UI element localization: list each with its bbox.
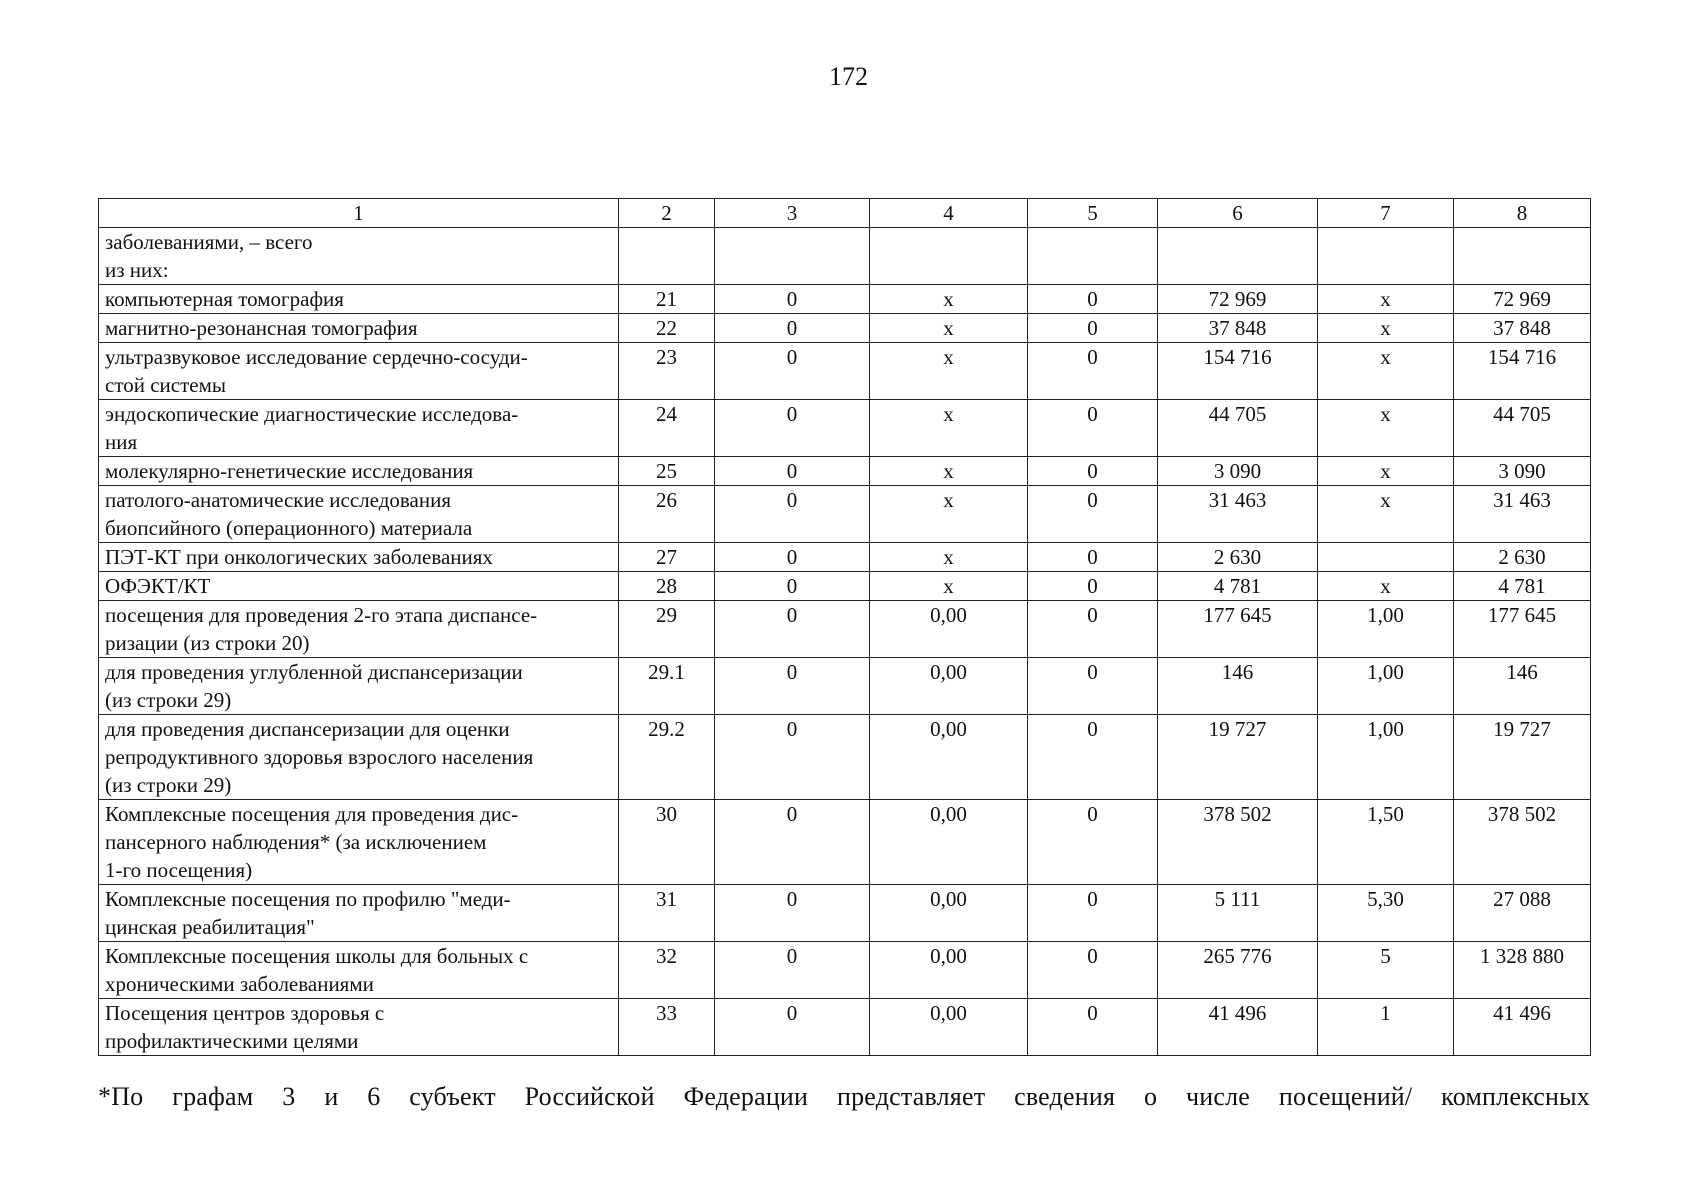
table-cell-col-5: 0 bbox=[1028, 999, 1158, 1056]
table-row bbox=[99, 228, 1591, 285]
data-table-container bbox=[98, 198, 1590, 1056]
table-cell-col-2 bbox=[619, 228, 715, 285]
table-row bbox=[99, 942, 1591, 999]
table-row bbox=[99, 800, 1591, 885]
table-row bbox=[99, 658, 1591, 715]
table-cell-col-4: х bbox=[870, 572, 1028, 601]
table-cell-col-4: х bbox=[870, 314, 1028, 343]
row-label: молекулярно-генетические исследования bbox=[99, 457, 619, 486]
table-row bbox=[99, 343, 1591, 400]
column-header-4: 4 bbox=[870, 199, 1028, 228]
table-cell-col-2: 27 bbox=[619, 543, 715, 572]
table-cell-col-3: 0 bbox=[715, 543, 870, 572]
row-label: патолого-анатомические исследования биопсийного (операционного) материала bbox=[99, 486, 619, 543]
table-cell-col-6: 177 645 bbox=[1158, 601, 1318, 658]
table-cell-col-6: 154 716 bbox=[1158, 343, 1318, 400]
table-row bbox=[99, 999, 1591, 1056]
table-cell-col-6: 5 111 bbox=[1158, 885, 1318, 942]
table-cell-col-8: 31 463 bbox=[1454, 486, 1591, 543]
table-cell-col-2: 33 bbox=[619, 999, 715, 1056]
table-cell-col-7: 1,00 bbox=[1318, 715, 1454, 800]
column-header-2: 2 bbox=[619, 199, 715, 228]
table-cell-col-2: 29 bbox=[619, 601, 715, 658]
table-cell-col-5: 0 bbox=[1028, 572, 1158, 601]
row-label: компьютерная томография bbox=[99, 285, 619, 314]
table-row bbox=[99, 314, 1591, 343]
column-header-1: 1 bbox=[99, 199, 619, 228]
row-label: для проведения углубленной диспансеризации (из строки 29) bbox=[99, 658, 619, 715]
table-cell-col-4: х bbox=[870, 400, 1028, 457]
table-cell-col-7: 5 bbox=[1318, 942, 1454, 999]
table-row bbox=[99, 457, 1591, 486]
table-cell-col-3: 0 bbox=[715, 715, 870, 800]
table-row bbox=[99, 543, 1591, 572]
row-label: для проведения диспансеризации для оценки репродуктивного здоровья взрослого населения (из строки 29) bbox=[99, 715, 619, 800]
table-cell-col-5: 0 bbox=[1028, 658, 1158, 715]
table-cell-col-5: 0 bbox=[1028, 457, 1158, 486]
table-cell-col-8: 146 bbox=[1454, 658, 1591, 715]
table-cell-col-6: 265 776 bbox=[1158, 942, 1318, 999]
table-cell-col-3: 0 bbox=[715, 601, 870, 658]
table-cell-col-6: 44 705 bbox=[1158, 400, 1318, 457]
table-cell-col-2: 21 bbox=[619, 285, 715, 314]
table-cell-col-2: 22 bbox=[619, 314, 715, 343]
table-cell-col-7: х bbox=[1318, 314, 1454, 343]
table-cell-col-7: 1,00 bbox=[1318, 658, 1454, 715]
table-cell-col-4: х bbox=[870, 343, 1028, 400]
row-label: ультразвуковое исследование сердечно-сосуди- стой системы bbox=[99, 343, 619, 400]
table-row bbox=[99, 400, 1591, 457]
table-row bbox=[99, 572, 1591, 601]
table-cell-col-8 bbox=[1454, 228, 1591, 285]
table-cell-col-7: х bbox=[1318, 457, 1454, 486]
table-cell-col-5: 0 bbox=[1028, 285, 1158, 314]
table-row bbox=[99, 715, 1591, 800]
table-cell-col-7: 1 bbox=[1318, 999, 1454, 1056]
table-cell-col-8: 44 705 bbox=[1454, 400, 1591, 457]
table-cell-col-4: 0,00 bbox=[870, 658, 1028, 715]
row-label: Комплексные посещения по профилю "меди- цинская реабилитация" bbox=[99, 885, 619, 942]
table-cell-col-3: 0 bbox=[715, 572, 870, 601]
table-cell-col-2: 26 bbox=[619, 486, 715, 543]
table-cell-col-8: 41 496 bbox=[1454, 999, 1591, 1056]
table-cell-col-8: 72 969 bbox=[1454, 285, 1591, 314]
table-cell-col-5: 0 bbox=[1028, 314, 1158, 343]
table-cell-col-4: 0,00 bbox=[870, 999, 1028, 1056]
column-header-5: 5 bbox=[1028, 199, 1158, 228]
page-number: 172 bbox=[829, 62, 868, 91]
table-cell-col-6: 378 502 bbox=[1158, 800, 1318, 885]
table-cell-col-7: 1,50 bbox=[1318, 800, 1454, 885]
table-cell-col-4: 0,00 bbox=[870, 942, 1028, 999]
table-cell-col-8: 2 630 bbox=[1454, 543, 1591, 572]
table-cell-col-8: 19 727 bbox=[1454, 715, 1591, 800]
table-cell-col-4: 0,00 bbox=[870, 800, 1028, 885]
table-cell-col-3: 0 bbox=[715, 343, 870, 400]
table-cell-col-6: 2 630 bbox=[1158, 543, 1318, 572]
row-label: Посещения центров здоровья с профилактическими целями bbox=[99, 999, 619, 1056]
row-label: ПЭТ-КТ при онкологических заболеваниях bbox=[99, 543, 619, 572]
table-cell-col-6: 31 463 bbox=[1158, 486, 1318, 543]
table-cell-col-7: 5,30 bbox=[1318, 885, 1454, 942]
row-label: магнитно-резонансная томография bbox=[99, 314, 619, 343]
table-cell-col-2: 32 bbox=[619, 942, 715, 999]
table-cell-col-3: 0 bbox=[715, 800, 870, 885]
table-cell-col-7 bbox=[1318, 543, 1454, 572]
table-cell-col-5: 0 bbox=[1028, 343, 1158, 400]
table-cell-col-3: 0 bbox=[715, 486, 870, 543]
table-cell-col-6: 4 781 bbox=[1158, 572, 1318, 601]
table-cell-col-7 bbox=[1318, 228, 1454, 285]
footnote: *По графам 3 и 6 субъект Российской Федерации представляет сведения о числе посещений/ комплексных bbox=[98, 1082, 1590, 1111]
column-header-3: 3 bbox=[715, 199, 870, 228]
table-cell-col-4: х bbox=[870, 543, 1028, 572]
table-cell-col-4: 0,00 bbox=[870, 885, 1028, 942]
table-cell-col-6: 41 496 bbox=[1158, 999, 1318, 1056]
table-cell-col-3: 0 bbox=[715, 999, 870, 1056]
table-cell-col-2: 24 bbox=[619, 400, 715, 457]
data-table bbox=[98, 198, 1591, 1056]
table-cell-col-4 bbox=[870, 228, 1028, 285]
table-cell-col-5 bbox=[1028, 228, 1158, 285]
table-cell-col-2: 25 bbox=[619, 457, 715, 486]
table-cell-col-4: 0,00 bbox=[870, 715, 1028, 800]
column-header-7: 7 bbox=[1318, 199, 1454, 228]
table-cell-col-8: 154 716 bbox=[1454, 343, 1591, 400]
table-cell-col-6: 3 090 bbox=[1158, 457, 1318, 486]
table-cell-col-5: 0 bbox=[1028, 486, 1158, 543]
row-label: посещения для проведения 2-го этапа диспансе- ризации (из строки 20) bbox=[99, 601, 619, 658]
table-cell-col-3: 0 bbox=[715, 400, 870, 457]
table-cell-col-6 bbox=[1158, 228, 1318, 285]
table-cell-col-2: 29.1 bbox=[619, 658, 715, 715]
table-cell-col-5: 0 bbox=[1028, 942, 1158, 999]
table-cell-col-7: х bbox=[1318, 343, 1454, 400]
table-cell-col-7: х bbox=[1318, 572, 1454, 601]
row-label: эндоскопические диагностические исследова- ния bbox=[99, 400, 619, 457]
table-cell-col-2: 23 bbox=[619, 343, 715, 400]
table-cell-col-3: 0 bbox=[715, 658, 870, 715]
column-header-8: 8 bbox=[1454, 199, 1591, 228]
table-cell-col-7: х bbox=[1318, 285, 1454, 314]
table-cell-col-8: 4 781 bbox=[1454, 572, 1591, 601]
table-cell-col-2: 30 bbox=[619, 800, 715, 885]
table-cell-col-3: 0 bbox=[715, 314, 870, 343]
table-cell-col-6: 19 727 bbox=[1158, 715, 1318, 800]
table-cell-col-3: 0 bbox=[715, 885, 870, 942]
table-cell-col-7: х bbox=[1318, 486, 1454, 543]
table-cell-col-4: 0,00 bbox=[870, 601, 1028, 658]
table-cell-col-2: 28 bbox=[619, 572, 715, 601]
table-cell-col-2: 31 bbox=[619, 885, 715, 942]
column-header-6: 6 bbox=[1158, 199, 1318, 228]
row-label: ОФЭКТ/КТ bbox=[99, 572, 619, 601]
table-cell-col-5: 0 bbox=[1028, 400, 1158, 457]
table-cell-col-4: х bbox=[870, 457, 1028, 486]
table-cell-col-5: 0 bbox=[1028, 715, 1158, 800]
table-cell-col-8: 1 328 880 bbox=[1454, 942, 1591, 999]
row-label: заболеваниями, – всего из них: bbox=[99, 228, 619, 285]
table-cell-col-5: 0 bbox=[1028, 543, 1158, 572]
table-cell-col-8: 378 502 bbox=[1454, 800, 1591, 885]
table-cell-col-8: 27 088 bbox=[1454, 885, 1591, 942]
table-cell-col-6: 37 848 bbox=[1158, 314, 1318, 343]
table-cell-col-5: 0 bbox=[1028, 885, 1158, 942]
table-row bbox=[99, 486, 1591, 543]
table-cell-col-4: х bbox=[870, 486, 1028, 543]
table-cell-col-4: х bbox=[870, 285, 1028, 314]
table-cell-col-2: 29.2 bbox=[619, 715, 715, 800]
table-cell-col-3: 0 bbox=[715, 457, 870, 486]
table-row bbox=[99, 601, 1591, 658]
table-row bbox=[99, 285, 1591, 314]
table-cell-col-6: 146 bbox=[1158, 658, 1318, 715]
table-cell-col-3 bbox=[715, 228, 870, 285]
table-body bbox=[99, 228, 1591, 1056]
table-header-row bbox=[99, 199, 1591, 228]
table-cell-col-7: 1,00 bbox=[1318, 601, 1454, 658]
table-cell-col-3: 0 bbox=[715, 942, 870, 999]
table-cell-col-5: 0 bbox=[1028, 800, 1158, 885]
table-cell-col-6: 72 969 bbox=[1158, 285, 1318, 314]
table-cell-col-3: 0 bbox=[715, 285, 870, 314]
table-cell-col-8: 177 645 bbox=[1454, 601, 1591, 658]
table-cell-col-7: х bbox=[1318, 400, 1454, 457]
table-cell-col-5: 0 bbox=[1028, 601, 1158, 658]
row-label: Комплексные посещения школы для больных с хроническими заболеваниями bbox=[99, 942, 619, 999]
table-cell-col-8: 37 848 bbox=[1454, 314, 1591, 343]
table-cell-col-8: 3 090 bbox=[1454, 457, 1591, 486]
table-row bbox=[99, 885, 1591, 942]
row-label: Комплексные посещения для проведения дис- пансерного наблюдения* (за исключением 1-го посещения) bbox=[99, 800, 619, 885]
